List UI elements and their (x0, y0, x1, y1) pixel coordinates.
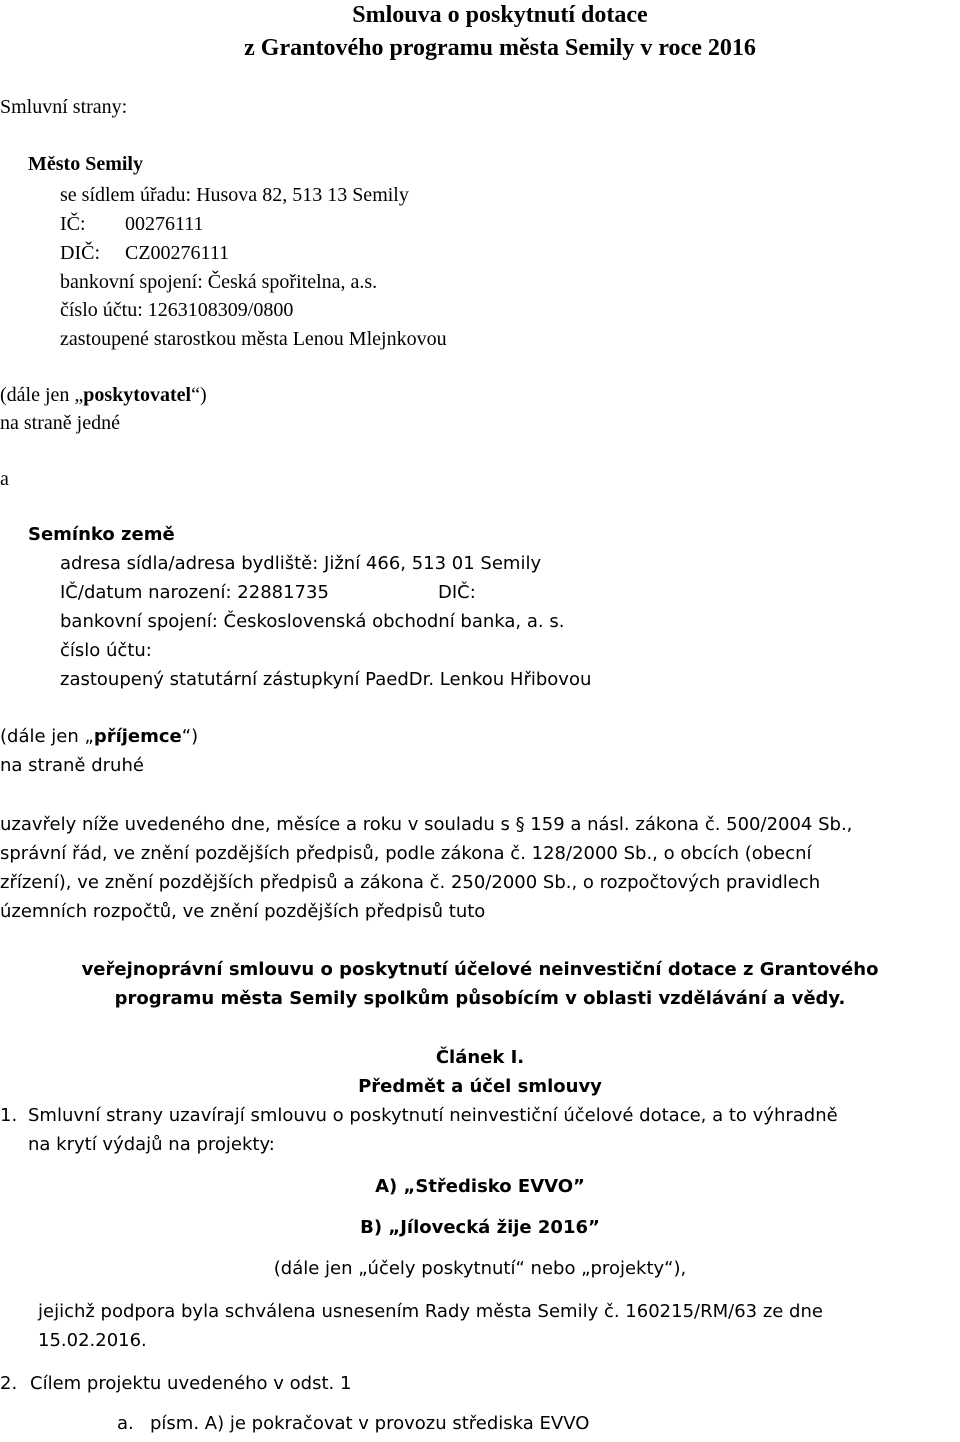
provider-role-prefix: (dále jen „ (0, 384, 84, 406)
recipient-dic: DIČ: (438, 582, 476, 603)
preamble-line3: zřízení), ve znění pozdějších předpisů a zákona č. 250/2000 Sb., o rozpočtových pravidlech (0, 872, 821, 893)
clause1-number: 1. (0, 1105, 18, 1126)
preamble-line2: správní řád, ve znění pozdějších předpisů, podle zákona č. 128/2000 Sb., o obcích (obecní (0, 843, 812, 864)
provider-account: číslo účtu: 1263108309/0800 (60, 299, 294, 321)
provider-role (0, 383, 207, 407)
provider-represented: zastoupené starostkou města Lenou Mlejnkovou (60, 328, 447, 350)
provider-side: na straně jedné (0, 412, 120, 434)
article-number: Článek I. (435, 1047, 525, 1068)
recipient-bank: bankovní spojení: Československá obchodní banka, a. s. (60, 611, 565, 632)
contract-type-line2: programu města Semily spolkům působícím v oblasti vzdělávání a vědy. (114, 988, 846, 1009)
recipient-side: na straně druhé (0, 755, 144, 776)
approval-line2: 15.02.2016. (38, 1330, 147, 1351)
recipient-role-suffix: “) (181, 726, 199, 747)
article-heading: Předmět a účel smlouvy (358, 1076, 602, 1097)
recipient-role-prefix: (dále jen „ (0, 726, 94, 747)
clause2a-text: písm. A) je pokračovat v provozu střediska EVVO (150, 1413, 590, 1434)
clause2-number: 2. (0, 1373, 18, 1394)
recipient-account: číslo účtu: (60, 640, 152, 661)
clause2a-letter: a. (117, 1413, 134, 1434)
recipient-represented: zastoupený statutární zástupkyní PaedDr. Lenkou Hřibovou (60, 669, 592, 690)
clause2-text: Cílem projektu uvedeného v odst. 1 (30, 1373, 352, 1394)
provider-name: Město Semily (28, 153, 143, 175)
parties-label: Smluvní strany: (0, 96, 128, 118)
recipient-ic: IČ/datum narození: 22881735 (60, 582, 329, 603)
clause1-line2: na krytí výdajů na projekty: (28, 1134, 275, 1155)
provider-dic-label: DIČ: (60, 242, 100, 264)
preamble-line4: územních rozpočtů, ve znění pozdějších předpisů tuto (0, 901, 486, 922)
clause1-line1: Smluvní strany uzavírají smlouvu o poskytnutí neinvestiční účelové dotace, a to výhradně (28, 1105, 838, 1126)
projects-note: (dále jen „účely poskytnutí“ nebo „projekty“), (273, 1258, 687, 1279)
provider-bank: bankovní spojení: Česká spořitelna, a.s. (60, 271, 378, 293)
recipient-name: Semínko země (28, 524, 175, 545)
document-title-line1: Smlouva o poskytnutí dotace (352, 2, 648, 28)
recipient-address: adresa sídla/adresa bydliště: Jižní 466, 513 01 Semily (60, 553, 542, 574)
approval-line1: jejichž podpora byla schválena usnesením Rady města Semily č. 160215/RM/63 ze dne (38, 1301, 823, 1322)
project-b: B) „Jílovecká žije 2016” (360, 1217, 600, 1238)
provider-seat: se sídlem úřadu: Husova 82, 513 13 Semily (60, 184, 409, 206)
and-conjunction: a (0, 468, 9, 490)
provider-ic-value: 00276111 (125, 213, 204, 235)
project-a: A) „Středisko EVVO” (375, 1176, 585, 1197)
provider-ic-label: IČ: (60, 213, 86, 235)
recipient-role (0, 726, 198, 748)
recipient-role-name: příjemce (93, 726, 182, 747)
document-title-line2: z Grantového programu města Semily v roce 2016 (244, 35, 756, 61)
preamble-line1: uzavřely níže uvedeného dne, měsíce a roku v souladu s § 159 a násl. zákona č. 500/2004 Sb., (0, 814, 853, 835)
contract-type-line1: veřejnoprávní smlouvu o poskytnutí účelové neinvestiční dotace z Grantového (81, 959, 879, 980)
provider-dic-value: CZ00276111 (125, 242, 230, 264)
provider-role-name: poskytovatel (83, 384, 192, 406)
provider-role-suffix: “) (191, 384, 207, 406)
